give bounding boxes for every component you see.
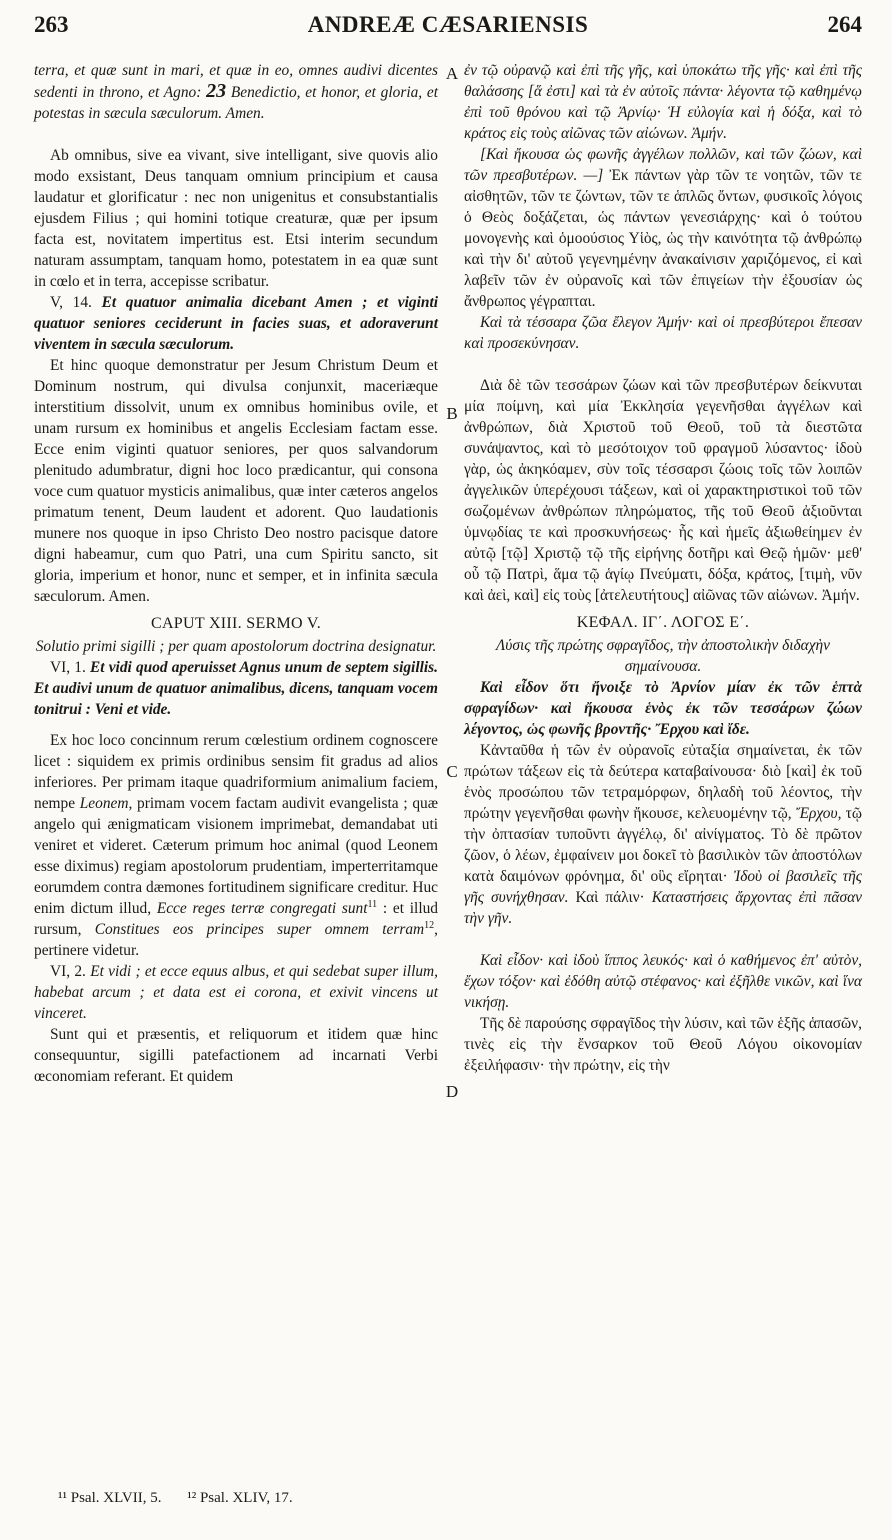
verse-ref: VI, 2.: [50, 963, 86, 980]
margin-letter-a: A: [445, 64, 459, 83]
latin-paragraph-6: Ex hoc loco concinnum rerum cœlestium ordinem cognoscere licet : siquidem ex primis ordinibus sensim fit gradus ad alios inferiores. Per primam itaque quadriformium animalium faciem, nempe Leonem, primam vocem factam audivit evangelista ; quæ angelo qui ænigmaticam visionem imprimebat, demandabat uti veniret et videret. Cæterum primum hoc animal (quod Leonem esse diximus) regiam apostolorum prudentiam, imperterritamque eorumdem contra dæmones fortitudinem significare creditur. Huc enim dictum illud, Ecce reges terræ congregati sunt$^{11}$ : et illud rursum, Constitues eos principes super omnem terram$^{12}$, pertinere videtur.: [34, 732, 438, 959]
greek-verse-6-2: Καὶ εἶδον· καὶ ἰδοὺ ἵππος λευκός· καὶ ὁ καθήμενος ἐπ' αὐτὸν, ἔχων τόξον· καὶ ἐδόθη αὐτῷ στέφανος· καὶ ἐξῆλθε νικῶν, καὶ ἵνα νικήσῃ.: [464, 952, 862, 1011]
margin-letter-b: B: [446, 404, 458, 423]
greek-paragraph-8: Τῆς δὲ παρούσης σφραγῖδος τὴν λύσιν, καὶ τῶν ἑξῆς ἁπασῶν, τινὲς εἰς τὴν ἔνσαρκον τοῦ Θεοῦ Λόγου οἰκονομίαν ἐξειλήφασιν· τὴν πρώτην, εἰς τὴν: [464, 1015, 862, 1074]
greek-paragraph-2: [Καὶ ἤκουσα ὡς φωνῆς ἀγγέλων πολλῶν, καὶ τῶν ζώων, καὶ τῶν πρεσβυτέρων. —] Ἐκ πάντων γὰρ τῶν τε νοητῶν, τῶν τε αἰσθητῶν, τῶν τε ζώντων, τῶν τε ἁπλῶς ὄντων, φυσικοῖς λόγοις ὁ Θεὸς δοξάζεται, ὡς πάντων γενεσιάρχης· καὶ ὁ τούτου μονογενὴς καὶ ὁμοούσιος Υἱὸς, ὡς τὴν καινότητα τῷ ἀνθρώπῳ καὶ τὴν δι' αὐτοῦ γεγενημένην ἀνακαίνισιν χαριζόμενος, εἰ καὶ λαβεῖν τῶν ἐν οὐρανοῖς καὶ τῶν ἐπιγείων τὴν ἐξουσίαν ὡς ἄνθρωπος γέγραπται.: [464, 146, 862, 310]
footnote-11: ¹¹ Psal. XLVII, 5.: [58, 1490, 162, 1506]
footnotes: [58, 1490, 438, 1507]
latin-verse-6-2: VI, 2. Et vidi ; et ecce equus albus, et qui sedebat super illum, habebat arcum ; et data est ei corona, et exivit vincens ut vinceret.: [34, 963, 439, 1022]
latin-paragraph-4: Et hinc quoque demonstratur per Jesum Christum Deum et Dominum nostrum, qui divulsa conjunxit, maceriæque interstitium dissolvit, unum ex omnibus hominibus ovile, et unam rursum ex hominibus et angelis Ecclesiam factam esse. Ecce enim viginti quatuor seniores, per quos salvandorum plenitudo adumbratur, digni hoc loco prædicantur, qui consona voce cum quatuor mysticis animalibus, quæ inter cæteros angelos primatum tenent, Deum laudent et adorent. Quo laudationis munere nos quoque in ipso Christo Deo nostro pacisque datore digni habeamur, cum quo Patri, una cum Spiritu sancto, sit gloria, imperium et honor, nunc et semper, et in infinita sæcula sæculorum. Amen.: [34, 357, 438, 605]
latin-paragraph-8: Sunt qui et præsentis, et reliquorum et itidem quæ hinc consequuntur, sigilli patefactionem ad incarnati Verbi œconomiam referant. Et quidem: [34, 1026, 438, 1085]
page-number-right: 264: [827, 12, 862, 37]
margin-letter-d: D: [445, 1082, 459, 1101]
latin-chapter-heading: CAPUT XIII. SERMO V.: [150, 615, 322, 632]
footnote-12: ¹² Psal. XLIV, 17.: [187, 1490, 293, 1506]
greek-verse-6-1: Καὶ εἶδον ὅτι ἤνοιξε τὸ Ἀρνίον μίαν ἐκ τῶν ἑπτὰ σφραγίδων· καὶ ἤκουσα ἑνὸς ἐκ τῶν τεσσάρων ζώων λέγοντος, ὡς φωνῆς βροντῆς· Ἔρχου καὶ ἴδε.: [464, 679, 862, 738]
latin-verse-6-1: VI, 1. Et vidi quod aperuisset Agnus unum de septem sigillis. Et audivi unum de quatuor animalibus, dicens, tanquam vocem tonitrui : Veni et vide.: [34, 659, 438, 718]
running-title: ANDREÆ CÆSARIENSIS: [307, 12, 589, 37]
greek-chapter-subhead: Λύσις τῆς πρώτης σφραγῖδος, τὴν ἀποστολικὴν διδαχὴν σημαίνουσα.: [496, 637, 830, 675]
footnote-ref-11: 11: [367, 898, 378, 910]
margin-letter-c: C: [446, 762, 458, 781]
latin-verse-5-14: V, 14. Et quatuor animalia dicebant Amen ; et viginti quatuor seniores ceciderunt in facies suas, et adoraverunt viventem in sæcula sæculorum.: [34, 294, 438, 353]
greek-paragraph-6: Κἀνταῦθα ἡ τῶν ἐν οὐρανοῖς εὐταξία σημαίνεται, ἐκ τῶν πρώτων τάξεων εἰς τὰ δεύτερα καταβαίνουσα· διὸ [καὶ] ἐκ τοῦ ἑνὸς προσώπου τῶν τετραμόρφων, δηλαδὴ τοῦ λέοντος, τὴν πρώτην γεγενῆσθαι φωνὴν ἤκουσε, κελευομένην τῷ, Ἔρχου, τῷ τὴν ὀπτασίαν τυποῦντι ἀγγέλῳ, δι' αἰνίγματος. Τὸ δὲ πρῶτον ζῶον, ὁ λέων, ἐμφαίνειν μοι δοκεῖ τὸ βασιλικὸν τῶν ἀποστόλων κατὰ δαιμόνων φρόνημα, δι' οὓς εἴρηται· Ἰδοὺ οἱ βασιλεῖς τῆς γῆς συνήχθησαν. Καὶ πάλιν· Καταστήσεις ἄρχοντας ἐπὶ πᾶσαν τὴν γῆν.: [464, 742, 862, 927]
latin-paragraph-2: Ab omnibus, sive ea vivant, sive intelligant, sive quovis alio modo exsistant, Deus tanquam omnium principium et causa laudatur et glorificatur : nec non unigenitus et consubstantialis ejusdem Filius ; qui homini totique creaturæ, quæ per ipsum facta est, novitatem impertitus est. Etsi interim secundum naturam assumptam, tanquam homo, potestatem in ea quæ sunt in cœlo et in terra, accepisse scribatur.: [34, 147, 438, 290]
section-number: 23: [206, 80, 227, 102]
latin-chapter-subhead: Solutio primi sigilli ; per quam apostolorum doctrina designatur.: [35, 638, 437, 655]
latin-column: [34, 60, 438, 1087]
verse-ref: VI, 1.: [50, 659, 86, 676]
greek-paragraph-4: Διὰ δὲ τῶν τεσσάρων ζώων καὶ τῶν πρεσβυτέρων δείκνυται μία ποίμνη, καὶ μία Ἐκκλησία γεγενῆσθαι ἀγγέλων καὶ ἀνθρώπων, διὰ Χριστοῦ τοῦ Θεοῦ, τοῦ τὰ διεστῶτα συνάψαντος, καὶ τὸ μεσότοιχον τοῦ φραγμοῦ λύσαντος· ἰδοὺ γὰρ, ὡς ἀκηκόαμεν, σὺν τοῖς τέσσαρσι ζώοις τοῖς τῶν λοιπῶν ἀγγελικῶν ὑπερέχουσι τάξεων, καὶ οἱ χαρακτηριστικοὶ τοῦ τῶν σωζομένων ἀνθρώπων πληρώματος, τῆς τοῦ Θεοῦ ἀξιοῦνται ὑμνῳδίας τε καὶ προσκυνήσεως· ἧς καὶ ἡμεῖς ἀξιωθείημεν ἐν αὐτῷ [τῷ] Χριστῷ τῷ τῆς εἰρήνης δοτῆρι καὶ Θεῷ ἡμῶν· μεθ' οὗ τῷ Πατρὶ, ἅμα τῷ ἁγίῳ Πνεύματι, δόξα, κράτος, [τιμὴ, νῦν καὶ ἀεὶ, καὶ] εἰς τοὺς [ἀτελευτήτους] αἰῶνας τῶν αἰώνων. Ἀμήν.: [464, 377, 862, 604]
greek-paragraph-1: ἐν τῷ οὐρανῷ καὶ ἐπὶ τῆς γῆς, καὶ ὑποκάτω τῆς γῆς· καὶ ἐπὶ τῆς θαλάσσης [ἅ ἐστι] καὶ τὰ ἐν αὐτοῖς πάντα· λέγοντα τῷ καθημένῳ ἐπὶ τοῦ θρόνου καὶ τῷ Ἀρνίῳ· Ἡ εὐλογία καὶ ἡ δόξα, καὶ τὸ κράτος εἰς τοὺς αἰῶνας τῶν αἰώνων. Ἀμήν.: [464, 62, 862, 142]
greek-chapter-heading: ΚΕΦΑΛ. ΙΓ΄. ΛΟΓΟΣ Ε΄.: [576, 614, 750, 631]
page-number-left: 263: [34, 12, 69, 37]
latin-paragraph-1: terra, et quæ sunt in mari, et quæ in eo, omnes audivi dicentes sedenti in throno, et Agno: 23 Benedictio, et honor, et gloria, et potestas in sæcula sæculorum. Amen.: [34, 62, 438, 122]
running-header: [34, 8, 862, 42]
footnote-ref-12: 12: [424, 919, 435, 931]
verse-ref: V, 14.: [50, 294, 92, 311]
greek-verse-5-14: Καὶ τὰ τέσσαρα ζῶα ἔλεγον Ἀμήν· καὶ οἱ πρεσβύτεροι ἔπεσαν καὶ προσεκύνησαν.: [464, 314, 862, 352]
greek-column: [464, 60, 862, 1076]
